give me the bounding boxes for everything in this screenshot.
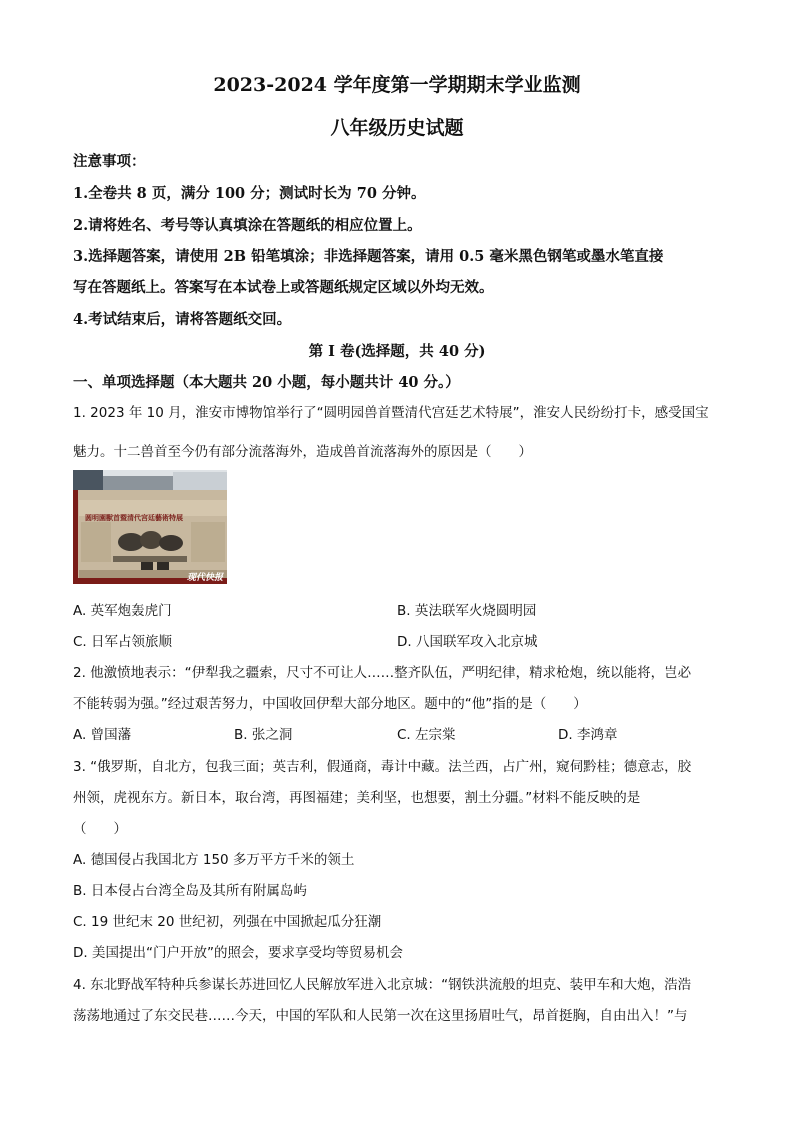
question-3-line: 州领，虎视东方。新日本，取台湾，再图福建；美利坚，也想要，割土分疆。”材料不能反映的是 xyxy=(73,790,641,806)
option-b: B. 张之洞 xyxy=(234,727,293,743)
section-heading: 一、单项选择题（本大题共 20 小题，每小题共计 40 分。） xyxy=(73,374,460,391)
exhibition-banner-text: 圆明園獸首暨清代宫廷藝術特展 xyxy=(85,513,183,522)
exam-title: 2023-2024 学年度第一学期期末学业监测 xyxy=(213,74,581,96)
option-c: C. 19 世纪末 20 世纪初，列强在中国掀起瓜分狂潮 xyxy=(73,914,382,930)
option-a: A. 英军炮轰虎门 xyxy=(73,603,172,619)
option-a: A. 曾国藩 xyxy=(73,727,132,743)
question-3-line: （ ） xyxy=(73,821,127,837)
note-item: 1.全卷共 8 页，满分 100 分；测试时长为 70 分钟。 xyxy=(73,185,426,202)
option-b: B. 英法联军火烧圆明园 xyxy=(397,603,537,619)
question-4-line: 4. 东北野战军特种兵参谋长苏进回忆人民解放军进入北京城：“钢铁洪流般的坦克、装甲车和大炮，浩浩 xyxy=(73,977,692,993)
question-2-line: 2. 他激愤地表示：“伊犁我之疆索，尺寸不可让人……整齐队伍，严明纪律，精求枪炮，统以能将，岂必 xyxy=(73,665,692,681)
question-4-line: 荡荡地通过了东交民巷……今天，中国的军队和人民第一次在这里扬眉吐气，昂首挺胸，自由出入！”与 xyxy=(73,1008,688,1024)
photo-corner-text: 现代快报 xyxy=(186,573,223,583)
question-2-line: 不能转弱为强。”经过艰苦努力，中国收回伊犁大部分地区。题中的“他”指的是（ ） xyxy=(73,696,587,712)
note-item: 3.选择题答案，请使用 2B 铅笔填涂；非选择题答案，请用 0.5 毫米黑色钢笔或墨水笔直接 xyxy=(73,248,664,265)
exhibition-photo-drawing xyxy=(73,470,227,584)
option-b: B. 日本侵占台湾全岛及其所有附属岛屿 xyxy=(73,883,307,899)
note-item: 4.考试结束后，请将答题纸交回。 xyxy=(73,311,292,328)
note-item: 写在答题纸上。答案写在本试卷上或答题纸规定区域以外均无效。 xyxy=(73,279,494,296)
option-a: A. 德国侵占我国北方 150 多万平方千米的领土 xyxy=(73,852,355,868)
option-d: D. 八国联军攻入北京城 xyxy=(397,634,538,650)
note-item: 2.请将姓名、考号等认真填涂在答题纸的相应位置上。 xyxy=(73,217,422,234)
question-3-line: 3. “俄罗斯，自北方，包我三面；英吉利，假通商，毒计中藏。法兰西，占广州，窥伺黔桂；德意志，胶 xyxy=(73,759,692,775)
question-1-line: 魅力。十二兽首至今仍有部分流落海外，造成兽首流落海外的原因是（ ） xyxy=(73,444,532,460)
notes-heading: 注意事项： xyxy=(73,153,146,170)
option-c: C. 日军占领旅顺 xyxy=(73,634,173,650)
option-c: C. 左宗棠 xyxy=(397,727,456,743)
exam-subtitle: 八年级历史试题 xyxy=(330,117,464,139)
exhibition-photo xyxy=(73,470,227,584)
question-1-line: 1. 2023 年 10 月，淮安市博物馆举行了“圆明园兽首暨清代宫廷艺术特展”，淮安人民纷纷打卡，感受国宝 xyxy=(73,405,709,421)
option-d: D. 李鸿章 xyxy=(558,727,618,743)
option-d: D. 美国提出“门户开放”的照会，要求享受均等贸易机会 xyxy=(73,945,403,961)
part-heading: 第 I 卷(选择题，共 40 分) xyxy=(308,343,486,360)
